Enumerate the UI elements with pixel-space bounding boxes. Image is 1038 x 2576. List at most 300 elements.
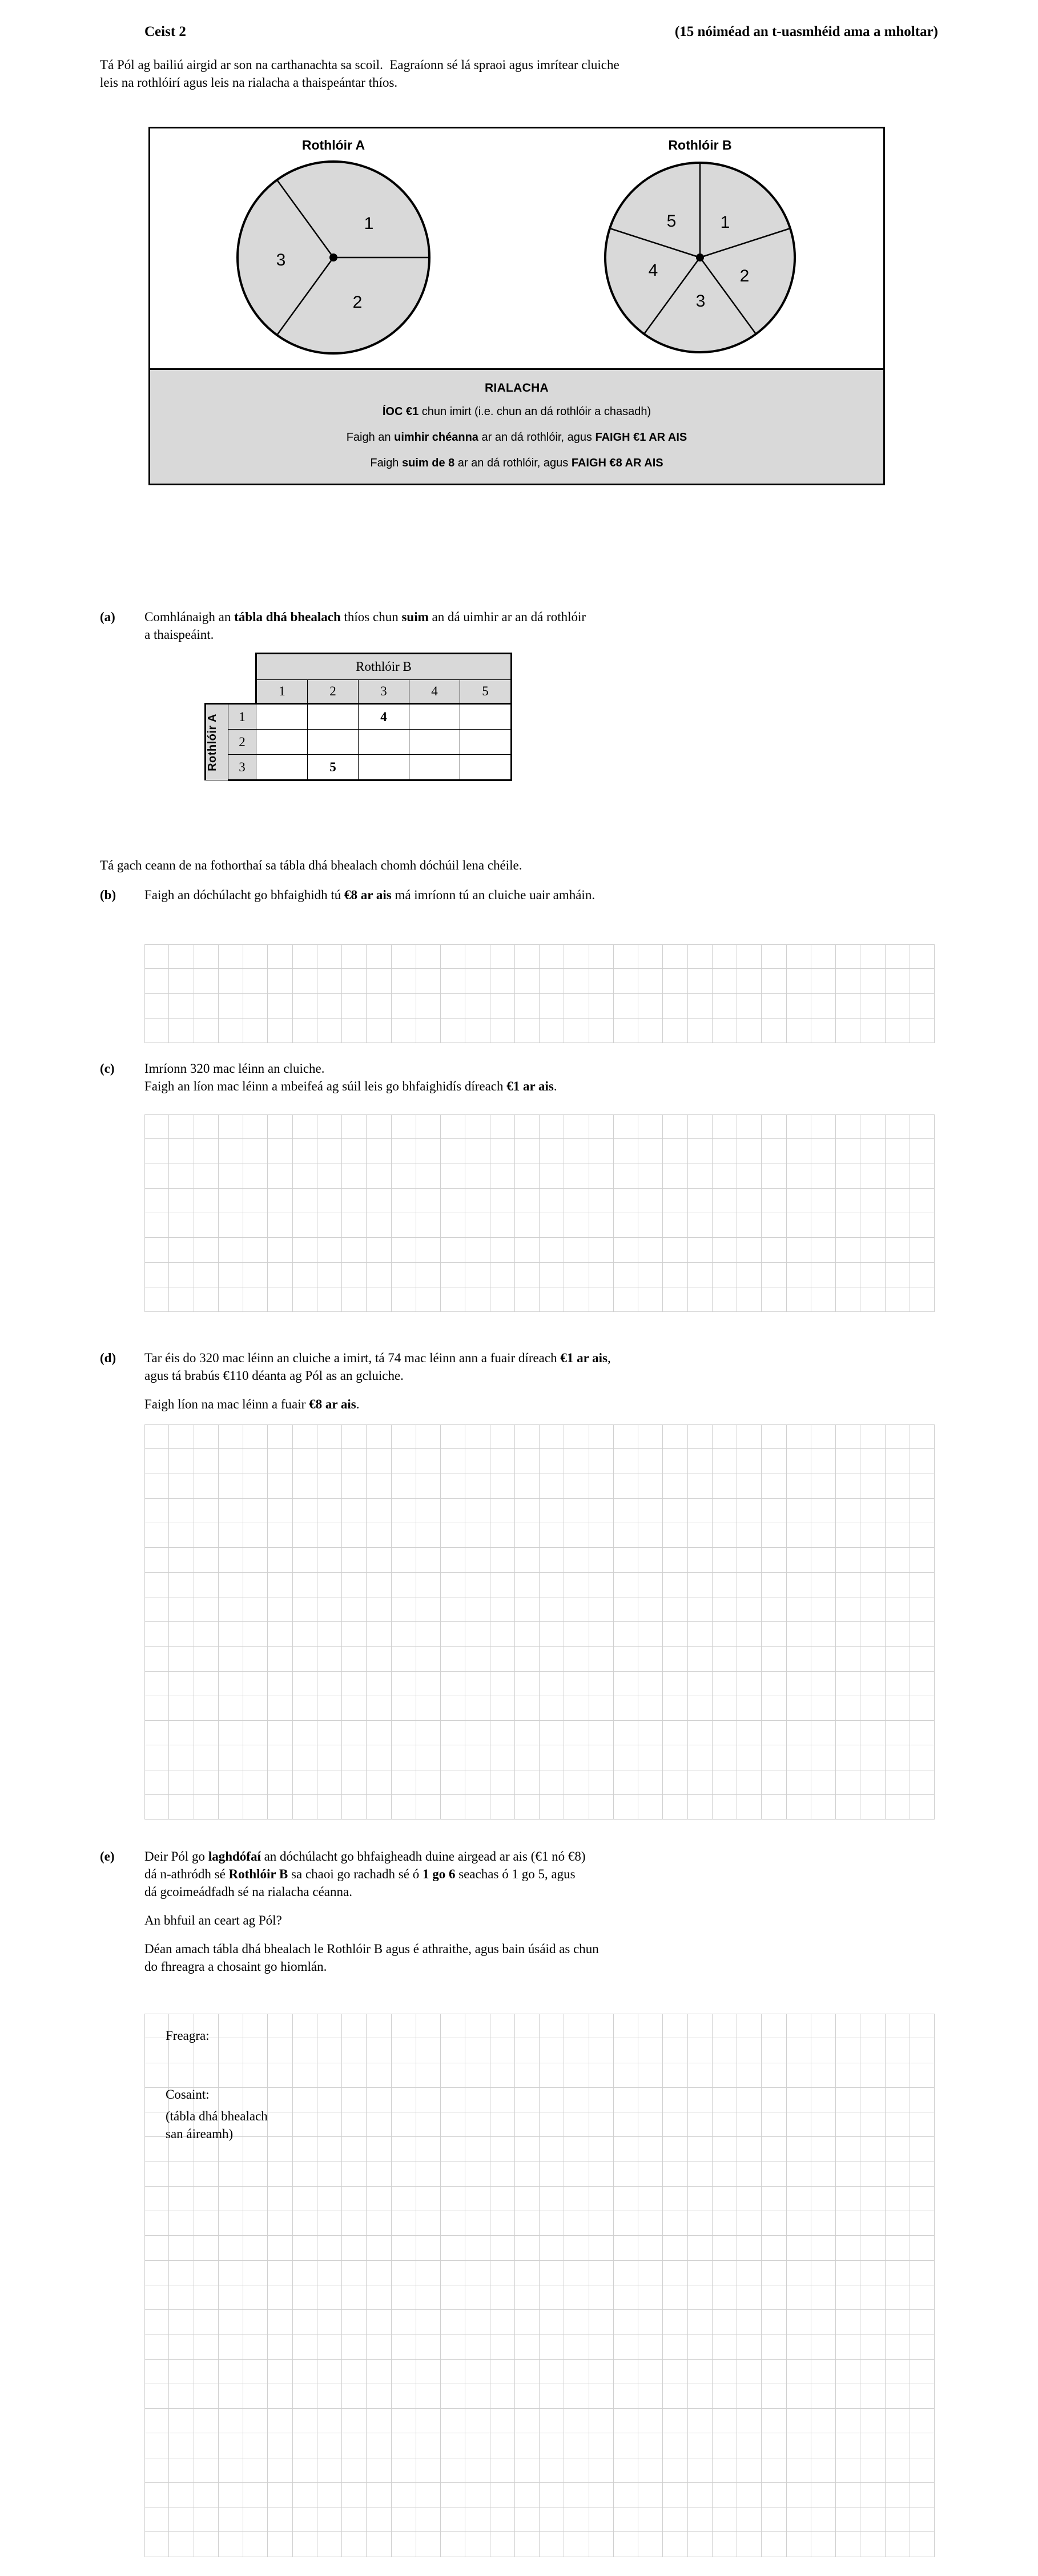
grid-cell[interactable] xyxy=(540,1573,564,1597)
grid-cell[interactable] xyxy=(219,2360,243,2384)
grid-cell[interactable] xyxy=(663,1795,687,1820)
grid-cell[interactable] xyxy=(811,2507,836,2532)
grid-cell[interactable] xyxy=(589,944,614,969)
grid-cell[interactable] xyxy=(614,2334,638,2359)
grid-cell[interactable] xyxy=(540,2261,564,2285)
grid-cell[interactable] xyxy=(317,1499,342,1523)
grid-cell[interactable] xyxy=(589,2285,614,2310)
grid-cell[interactable] xyxy=(737,994,762,1019)
grid-cell[interactable] xyxy=(638,1647,663,1671)
grid-cell[interactable] xyxy=(219,1672,243,1696)
grid-cell[interactable] xyxy=(886,1523,910,1548)
grid-cell[interactable] xyxy=(713,2211,737,2236)
grid-cell[interactable] xyxy=(268,1114,292,1139)
grid-cell[interactable] xyxy=(737,1474,762,1499)
grid-cell[interactable] xyxy=(688,1622,713,1647)
grid-cell[interactable] xyxy=(762,1548,786,1572)
grid-cell[interactable] xyxy=(144,2236,169,2260)
grid-cell[interactable] xyxy=(762,2507,786,2532)
grid-cell[interactable] xyxy=(219,1548,243,1572)
grid-cell[interactable] xyxy=(367,2137,391,2162)
grid-cell[interactable] xyxy=(886,2507,910,2532)
grid-cell[interactable] xyxy=(441,2334,465,2359)
grid-cell[interactable] xyxy=(638,2187,663,2211)
grid-cell[interactable] xyxy=(762,1721,786,1745)
grid-cell[interactable] xyxy=(169,994,194,1019)
grid-cell[interactable] xyxy=(268,2261,292,2285)
grid-cell[interactable] xyxy=(515,1019,540,1043)
grid-cell[interactable] xyxy=(392,1189,416,1213)
grid-cell[interactable] xyxy=(293,1139,317,1164)
grid-cell[interactable] xyxy=(342,1523,367,1548)
grid-cell[interactable] xyxy=(169,1449,194,1474)
grid-cell[interactable] xyxy=(194,2532,219,2557)
grid-cell[interactable] xyxy=(540,2310,564,2334)
grid-cell[interactable] xyxy=(169,1647,194,1671)
grid-cell[interactable] xyxy=(589,2334,614,2359)
grid-cell[interactable] xyxy=(836,2088,860,2112)
grid-cell[interactable] xyxy=(416,969,441,993)
grid-cell[interactable] xyxy=(465,2137,490,2162)
grid-cell[interactable] xyxy=(860,1622,885,1647)
grid-cell[interactable] xyxy=(860,1474,885,1499)
grid-cell[interactable] xyxy=(836,1019,860,1043)
grid-cell[interactable] xyxy=(737,2360,762,2384)
grid-cell[interactable] xyxy=(194,1238,219,1262)
grid-cell[interactable] xyxy=(836,1287,860,1312)
grid-cell[interactable] xyxy=(194,1263,219,1287)
grid-cell[interactable] xyxy=(144,1696,169,1721)
grid-cell[interactable] xyxy=(465,1647,490,1671)
grid-cell[interactable] xyxy=(392,1721,416,1745)
grid-cell[interactable] xyxy=(490,2285,515,2310)
grid-cell[interactable] xyxy=(367,2285,391,2310)
grid-cell[interactable] xyxy=(540,2112,564,2137)
grid-cell[interactable] xyxy=(342,1696,367,1721)
grid-cell[interactable] xyxy=(614,2088,638,2112)
grid-cell[interactable] xyxy=(144,2507,169,2532)
cell-r2c3[interactable] xyxy=(359,730,409,755)
grid-cell[interactable] xyxy=(441,2261,465,2285)
grid-cell[interactable] xyxy=(441,1114,465,1139)
grid-cell[interactable] xyxy=(219,1770,243,1795)
grid-cell[interactable] xyxy=(367,1647,391,1671)
grid-cell[interactable] xyxy=(416,1287,441,1312)
grid-cell[interactable] xyxy=(441,944,465,969)
grid-cell[interactable] xyxy=(663,1573,687,1597)
grid-cell[interactable] xyxy=(589,1696,614,1721)
grid-cell[interactable] xyxy=(737,2063,762,2088)
grid-cell[interactable] xyxy=(441,1647,465,1671)
grid-cell[interactable] xyxy=(416,2162,441,2187)
grid-cell[interactable] xyxy=(663,1019,687,1043)
grid-cell[interactable] xyxy=(194,2483,219,2507)
grid-cell[interactable] xyxy=(243,1672,268,1696)
grid-cell[interactable] xyxy=(441,2483,465,2507)
grid-cell[interactable] xyxy=(515,2384,540,2409)
grid-cell[interactable] xyxy=(762,2063,786,2088)
grid-cell[interactable] xyxy=(169,1672,194,1696)
grid-cell[interactable] xyxy=(144,1622,169,1647)
grid-cell[interactable] xyxy=(737,1189,762,1213)
grid-cell[interactable] xyxy=(836,1647,860,1671)
grid-cell[interactable] xyxy=(144,1139,169,1164)
grid-cell[interactable] xyxy=(638,1287,663,1312)
grid-cell[interactable] xyxy=(836,2507,860,2532)
grid-cell[interactable] xyxy=(836,1745,860,1770)
grid-cell[interactable] xyxy=(886,1622,910,1647)
grid-cell[interactable] xyxy=(688,1189,713,1213)
grid-cell[interactable] xyxy=(614,1523,638,1548)
grid-cell[interactable] xyxy=(515,2458,540,2483)
grid-cell[interactable] xyxy=(144,2187,169,2211)
grid-cell[interactable] xyxy=(564,2137,589,2162)
grid-cell[interactable] xyxy=(540,1770,564,1795)
grid-cell[interactable] xyxy=(219,1745,243,1770)
grid-cell[interactable] xyxy=(910,2409,935,2433)
grid-cell[interactable] xyxy=(194,2063,219,2088)
grid-cell[interactable] xyxy=(589,1213,614,1238)
grid-cell[interactable] xyxy=(713,2507,737,2532)
grid-cell[interactable] xyxy=(392,969,416,993)
grid-cell[interactable] xyxy=(194,2310,219,2334)
grid-cell[interactable] xyxy=(811,2236,836,2260)
grid-cell[interactable] xyxy=(910,1164,935,1189)
grid-cell[interactable] xyxy=(589,2137,614,2162)
grid-cell[interactable] xyxy=(811,1424,836,1449)
grid-cell[interactable] xyxy=(811,2014,836,2038)
grid-cell[interactable] xyxy=(860,969,885,993)
grid-cell[interactable] xyxy=(713,2187,737,2211)
grid-cell[interactable] xyxy=(268,2088,292,2112)
grid-cell[interactable] xyxy=(614,1424,638,1449)
grid-cell[interactable] xyxy=(811,1287,836,1312)
grid-cell[interactable] xyxy=(713,1287,737,1312)
grid-cell[interactable] xyxy=(441,1474,465,1499)
grid-cell[interactable] xyxy=(713,1189,737,1213)
grid-cell[interactable] xyxy=(737,2310,762,2334)
grid-cell[interactable] xyxy=(243,2433,268,2458)
grid-cell[interactable] xyxy=(317,1573,342,1597)
grid-cell[interactable] xyxy=(465,1213,490,1238)
grid-cell[interactable] xyxy=(392,2483,416,2507)
grid-cell[interactable] xyxy=(540,969,564,993)
grid-cell[interactable] xyxy=(515,1622,540,1647)
grid-cell[interactable] xyxy=(886,2088,910,2112)
grid-cell[interactable] xyxy=(836,1523,860,1548)
grid-cell[interactable] xyxy=(169,2409,194,2433)
grid-cell[interactable] xyxy=(144,1474,169,1499)
grid-cell[interactable] xyxy=(416,1721,441,1745)
grid-cell[interactable] xyxy=(293,1189,317,1213)
grid-cell[interactable] xyxy=(144,2261,169,2285)
grid-cell[interactable] xyxy=(392,2458,416,2483)
grid-cell[interactable] xyxy=(367,969,391,993)
grid-cell[interactable] xyxy=(293,2187,317,2211)
grid-cell[interactable] xyxy=(416,2334,441,2359)
grid-cell[interactable] xyxy=(194,1189,219,1213)
grid-cell[interactable] xyxy=(910,2507,935,2532)
grid-cell[interactable] xyxy=(144,1189,169,1213)
grid-cell[interactable] xyxy=(169,2483,194,2507)
grid-cell[interactable] xyxy=(886,1548,910,1572)
grid-cell[interactable] xyxy=(787,2063,811,2088)
grid-cell[interactable] xyxy=(663,2261,687,2285)
grid-cell[interactable] xyxy=(836,969,860,993)
grid-cell[interactable] xyxy=(910,2285,935,2310)
grid-cell[interactable] xyxy=(243,2409,268,2433)
grid-cell[interactable] xyxy=(564,2483,589,2507)
grid-cell[interactable] xyxy=(663,1189,687,1213)
grid-cell[interactable] xyxy=(392,2384,416,2409)
grid-cell[interactable] xyxy=(465,1597,490,1622)
grid-cell[interactable] xyxy=(737,2088,762,2112)
grid-cell[interactable] xyxy=(342,2334,367,2359)
grid-cell[interactable] xyxy=(268,2137,292,2162)
grid-cell[interactable] xyxy=(688,2137,713,2162)
grid-cell[interactable] xyxy=(688,2038,713,2063)
grid-cell[interactable] xyxy=(540,1597,564,1622)
grid-cell[interactable] xyxy=(713,2088,737,2112)
grid-cell[interactable] xyxy=(219,2162,243,2187)
grid-cell[interactable] xyxy=(268,1263,292,1287)
grid-cell[interactable] xyxy=(737,2014,762,2038)
grid-cell[interactable] xyxy=(564,1474,589,1499)
grid-cell[interactable] xyxy=(886,1287,910,1312)
grid-cell[interactable] xyxy=(317,1622,342,1647)
grid-cell[interactable] xyxy=(910,1424,935,1449)
grid-cell[interactable] xyxy=(614,1647,638,1671)
grid-cell[interactable] xyxy=(144,2458,169,2483)
grid-cell[interactable] xyxy=(144,1164,169,1189)
grid-cell[interactable] xyxy=(860,2458,885,2483)
grid-cell[interactable] xyxy=(737,1523,762,1548)
grid-cell[interactable] xyxy=(441,1139,465,1164)
grid-cell[interactable] xyxy=(614,1795,638,1820)
grid-cell[interactable] xyxy=(367,1474,391,1499)
grid-cell[interactable] xyxy=(860,1770,885,1795)
grid-cell[interactable] xyxy=(169,969,194,993)
grid-cell[interactable] xyxy=(490,2310,515,2334)
cell-r2c4[interactable] xyxy=(409,730,460,755)
grid-cell[interactable] xyxy=(564,969,589,993)
grid-cell[interactable] xyxy=(441,2360,465,2384)
grid-cell[interactable] xyxy=(886,1499,910,1523)
grid-cell[interactable] xyxy=(392,2038,416,2063)
grid-cell[interactable] xyxy=(910,2112,935,2137)
grid-cell[interactable] xyxy=(465,1696,490,1721)
grid-cell[interactable] xyxy=(886,2211,910,2236)
grid-cell[interactable] xyxy=(219,2384,243,2409)
grid-cell[interactable] xyxy=(169,1114,194,1139)
grid-cell[interactable] xyxy=(342,1647,367,1671)
grid-cell[interactable] xyxy=(886,2409,910,2433)
grid-cell[interactable] xyxy=(515,2507,540,2532)
grid-cell[interactable] xyxy=(614,1499,638,1523)
grid-cell[interactable] xyxy=(614,2409,638,2433)
grid-cell[interactable] xyxy=(465,1164,490,1189)
grid-cell[interactable] xyxy=(713,2532,737,2557)
grid-cell[interactable] xyxy=(638,2285,663,2310)
grid-cell[interactable] xyxy=(540,2433,564,2458)
grid-cell[interactable] xyxy=(342,2162,367,2187)
grid-cell[interactable] xyxy=(910,1263,935,1287)
grid-cell[interactable] xyxy=(737,2384,762,2409)
grid-cell[interactable] xyxy=(540,1287,564,1312)
grid-cell[interactable] xyxy=(219,1622,243,1647)
grid-cell[interactable] xyxy=(194,2409,219,2433)
answer-grid-b[interactable] xyxy=(144,944,935,1043)
grid-cell[interactable] xyxy=(490,1449,515,1474)
grid-cell[interactable] xyxy=(860,2063,885,2088)
grid-cell[interactable] xyxy=(416,2310,441,2334)
grid-cell[interactable] xyxy=(886,2433,910,2458)
grid-cell[interactable] xyxy=(293,1287,317,1312)
grid-cell[interactable] xyxy=(342,2236,367,2260)
grid-cell[interactable] xyxy=(293,1721,317,1745)
grid-cell[interactable] xyxy=(441,1795,465,1820)
grid-cell[interactable] xyxy=(169,1499,194,1523)
grid-cell[interactable] xyxy=(762,2112,786,2137)
grid-cell[interactable] xyxy=(663,1424,687,1449)
grid-cell[interactable] xyxy=(392,2014,416,2038)
grid-cell[interactable] xyxy=(614,1573,638,1597)
grid-cell[interactable] xyxy=(737,1745,762,1770)
grid-cell[interactable] xyxy=(589,1523,614,1548)
grid-cell[interactable] xyxy=(490,2162,515,2187)
grid-cell[interactable] xyxy=(219,2433,243,2458)
grid-cell[interactable] xyxy=(169,2433,194,2458)
grid-cell[interactable] xyxy=(564,2409,589,2433)
grid-cell[interactable] xyxy=(860,1449,885,1474)
grid-cell[interactable] xyxy=(317,1019,342,1043)
grid-cell[interactable] xyxy=(243,2507,268,2532)
grid-cell[interactable] xyxy=(219,2014,243,2038)
grid-cell[interactable] xyxy=(194,1597,219,1622)
grid-cell[interactable] xyxy=(688,1721,713,1745)
grid-cell[interactable] xyxy=(589,969,614,993)
grid-cell[interactable] xyxy=(441,2063,465,2088)
grid-cell[interactable] xyxy=(564,1647,589,1671)
grid-cell[interactable] xyxy=(589,1238,614,1262)
grid-cell[interactable] xyxy=(836,2310,860,2334)
grid-cell[interactable] xyxy=(886,1424,910,1449)
grid-cell[interactable] xyxy=(293,1622,317,1647)
grid-cell[interactable] xyxy=(515,2310,540,2334)
grid-cell[interactable] xyxy=(614,2483,638,2507)
grid-cell[interactable] xyxy=(638,2014,663,2038)
grid-cell[interactable] xyxy=(243,1164,268,1189)
grid-cell[interactable] xyxy=(243,2310,268,2334)
grid-cell[interactable] xyxy=(836,1770,860,1795)
grid-cell[interactable] xyxy=(589,2014,614,2038)
grid-cell[interactable] xyxy=(540,1474,564,1499)
grid-cell[interactable] xyxy=(392,2360,416,2384)
grid-cell[interactable] xyxy=(663,2162,687,2187)
grid-cell[interactable] xyxy=(169,1164,194,1189)
grid-cell[interactable] xyxy=(713,1213,737,1238)
grid-cell[interactable] xyxy=(910,1238,935,1262)
grid-cell[interactable] xyxy=(169,2211,194,2236)
grid-cell[interactable] xyxy=(860,1114,885,1139)
grid-cell[interactable] xyxy=(614,1672,638,1696)
grid-cell[interactable] xyxy=(787,2409,811,2433)
grid-cell[interactable] xyxy=(392,2334,416,2359)
grid-cell[interactable] xyxy=(293,994,317,1019)
grid-cell[interactable] xyxy=(638,2532,663,2557)
grid-cell[interactable] xyxy=(910,2483,935,2507)
grid-cell[interactable] xyxy=(836,994,860,1019)
grid-cell[interactable] xyxy=(243,1548,268,1572)
grid-cell[interactable] xyxy=(688,2261,713,2285)
grid-cell[interactable] xyxy=(317,2285,342,2310)
grid-cell[interactable] xyxy=(564,1189,589,1213)
grid-cell[interactable] xyxy=(811,2360,836,2384)
grid-cell[interactable] xyxy=(688,2014,713,2038)
grid-cell[interactable] xyxy=(268,1622,292,1647)
grid-cell[interactable] xyxy=(638,1523,663,1548)
grid-cell[interactable] xyxy=(243,1597,268,1622)
grid-cell[interactable] xyxy=(762,1263,786,1287)
grid-cell[interactable] xyxy=(540,2211,564,2236)
grid-cell[interactable] xyxy=(860,1523,885,1548)
grid-cell[interactable] xyxy=(836,2483,860,2507)
grid-cell[interactable] xyxy=(392,1164,416,1189)
grid-cell[interactable] xyxy=(342,1770,367,1795)
grid-cell[interactable] xyxy=(268,1647,292,1671)
grid-cell[interactable] xyxy=(465,2285,490,2310)
grid-cell[interactable] xyxy=(441,1019,465,1043)
grid-cell[interactable] xyxy=(515,1795,540,1820)
grid-cell[interactable] xyxy=(293,2334,317,2359)
grid-cell[interactable] xyxy=(194,1745,219,1770)
grid-cell[interactable] xyxy=(293,1499,317,1523)
grid-cell[interactable] xyxy=(910,2211,935,2236)
grid-cell[interactable] xyxy=(564,1523,589,1548)
grid-cell[interactable] xyxy=(392,1474,416,1499)
grid-cell[interactable] xyxy=(515,1597,540,1622)
grid-cell[interactable] xyxy=(268,1745,292,1770)
grid-cell[interactable] xyxy=(243,1114,268,1139)
grid-cell[interactable] xyxy=(663,2285,687,2310)
grid-cell[interactable] xyxy=(737,969,762,993)
grid-cell[interactable] xyxy=(614,2384,638,2409)
grid-cell[interactable] xyxy=(713,2014,737,2038)
grid-cell[interactable] xyxy=(564,1622,589,1647)
grid-cell[interactable] xyxy=(737,1795,762,1820)
grid-cell[interactable] xyxy=(342,1139,367,1164)
grid-cell[interactable] xyxy=(342,2285,367,2310)
grid-cell[interactable] xyxy=(589,2162,614,2187)
grid-cell[interactable] xyxy=(638,2483,663,2507)
grid-cell[interactable] xyxy=(589,2211,614,2236)
grid-cell[interactable] xyxy=(194,2162,219,2187)
grid-cell[interactable] xyxy=(860,2236,885,2260)
grid-cell[interactable] xyxy=(564,1263,589,1287)
grid-cell[interactable] xyxy=(811,2137,836,2162)
grid-cell[interactable] xyxy=(787,1213,811,1238)
grid-cell[interactable] xyxy=(787,2507,811,2532)
grid-cell[interactable] xyxy=(762,1114,786,1139)
grid-cell[interactable] xyxy=(144,2409,169,2433)
grid-cell[interactable] xyxy=(194,1647,219,1671)
grid-cell[interactable] xyxy=(416,1770,441,1795)
grid-cell[interactable] xyxy=(367,1597,391,1622)
grid-cell[interactable] xyxy=(540,2483,564,2507)
grid-cell[interactable] xyxy=(713,1647,737,1671)
grid-cell[interactable] xyxy=(589,1424,614,1449)
grid-cell[interactable] xyxy=(713,1548,737,1572)
